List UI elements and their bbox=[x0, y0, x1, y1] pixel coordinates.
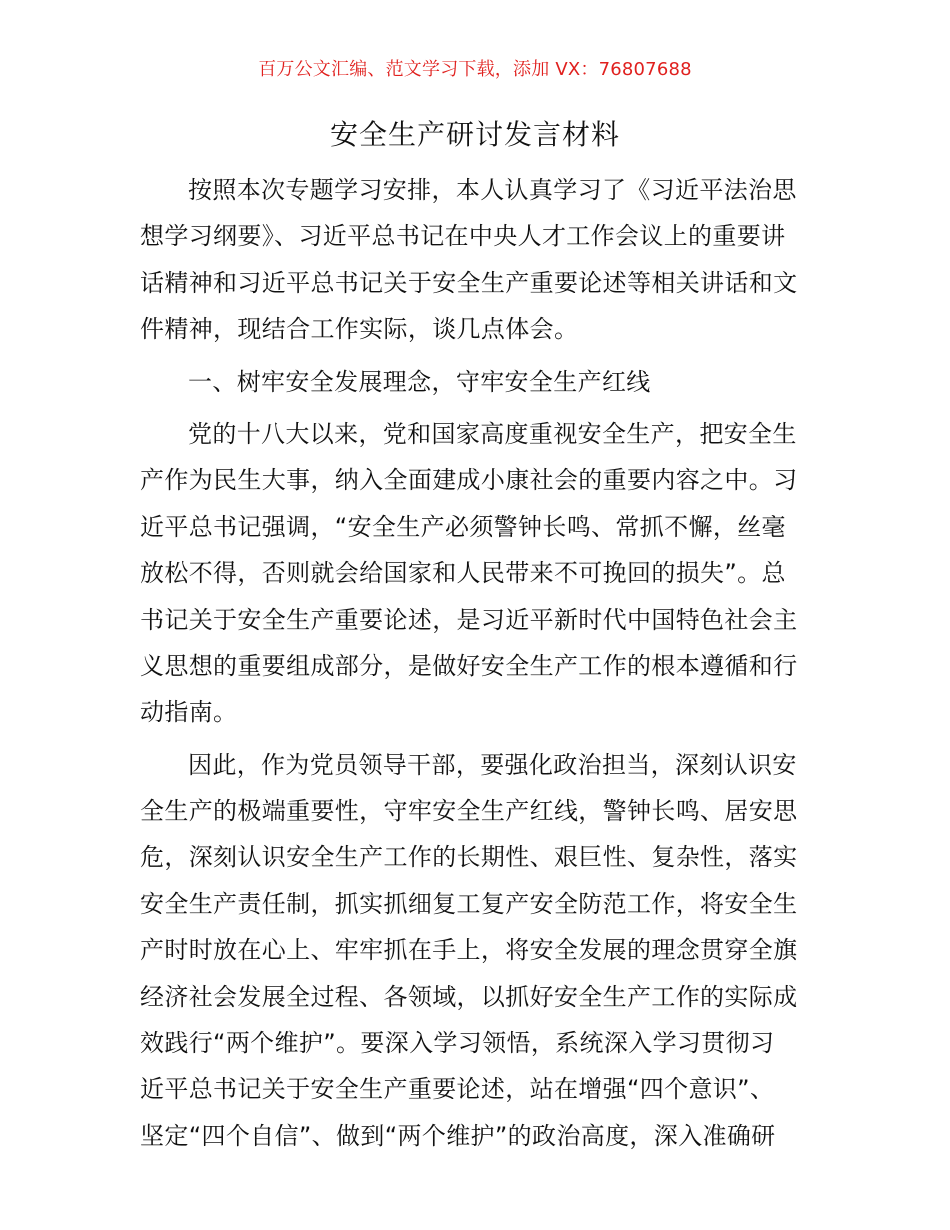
text-line: 全生产的极端重要性，守牢安全生产红线，警钟长鸣、居安思 bbox=[140, 797, 798, 826]
text-line: 因此，作为党员领导干部，要强化政治担当，深刻认识安 bbox=[188, 750, 797, 779]
document-title: 安全生产研讨发言材料 bbox=[329, 118, 620, 151]
text-line: 动指南。 bbox=[140, 698, 238, 727]
text-line: 经济社会发展全过程、各领域，以抓好安全生产工作的实际成 bbox=[140, 982, 798, 1011]
text-line: 想学习纲要》、习近平总书记在中央人才工作会议上的重要讲 bbox=[140, 222, 786, 251]
text-line: 件精神，现结合工作实际，谈几点体会。 bbox=[140, 315, 579, 344]
section-heading bbox=[140, 359, 820, 405]
text-line: 放松不得，否则就会给国家和人民带来不可挽回的损失”。总 bbox=[140, 559, 786, 588]
text-line: 坚定“四个自信”、做到“两个维护”的政治高度，深入准确研 bbox=[140, 1121, 776, 1150]
paragraph-background bbox=[140, 411, 820, 736]
text-line: 危，深刻认识安全生产工作的长期性、艰巨性、复杂性，落实 bbox=[140, 843, 798, 872]
text-line: 安全生产责任制，抓实抓细复工复产安全防范工作，将安全生 bbox=[140, 889, 798, 918]
paragraph-responsibility bbox=[140, 742, 820, 1160]
text-line: 义思想的重要组成部分，是做好安全生产工作的根本遵循和行 bbox=[140, 651, 798, 680]
document-body bbox=[140, 167, 820, 1159]
text-line: 效践行“两个维护”。要深入学习领悟，系统深入学习贯彻习 bbox=[140, 1029, 775, 1058]
section-heading-text: 一、树牢安全发展理念，守牢安全生产红线 bbox=[188, 367, 651, 396]
text-line: 话精神和习近平总书记关于安全生产重要论述等相关讲话和文 bbox=[140, 268, 798, 297]
text-line: 按照本次专题学习安排，本人认真学习了《习近平法治思 bbox=[188, 176, 797, 204]
watermark-banner: 百万公文汇编、范文学习下载，添加 VX：76807688 bbox=[258, 59, 692, 80]
text-line: 近平总书记关于安全生产重要论述，站在增强“四个意识”、 bbox=[140, 1075, 775, 1104]
paragraph-intro bbox=[140, 167, 820, 353]
text-line: 书记关于安全生产重要论述，是习近平新时代中国特色社会主 bbox=[140, 605, 798, 634]
text-line: 产时时放在心上、牢牢抓在手上，将安全发展的理念贯穿全旗 bbox=[140, 936, 798, 965]
text-line: 近平总书记强调，“安全生产必须警钟长鸣、常抓不懈，丝毫 bbox=[140, 512, 786, 541]
text-line: 产作为民生大事，纳入全面建成小康社会的重要内容之中。习 bbox=[140, 466, 798, 495]
text-line: 党的十八大以来，党和国家高度重视安全生产，把安全生 bbox=[188, 419, 797, 448]
